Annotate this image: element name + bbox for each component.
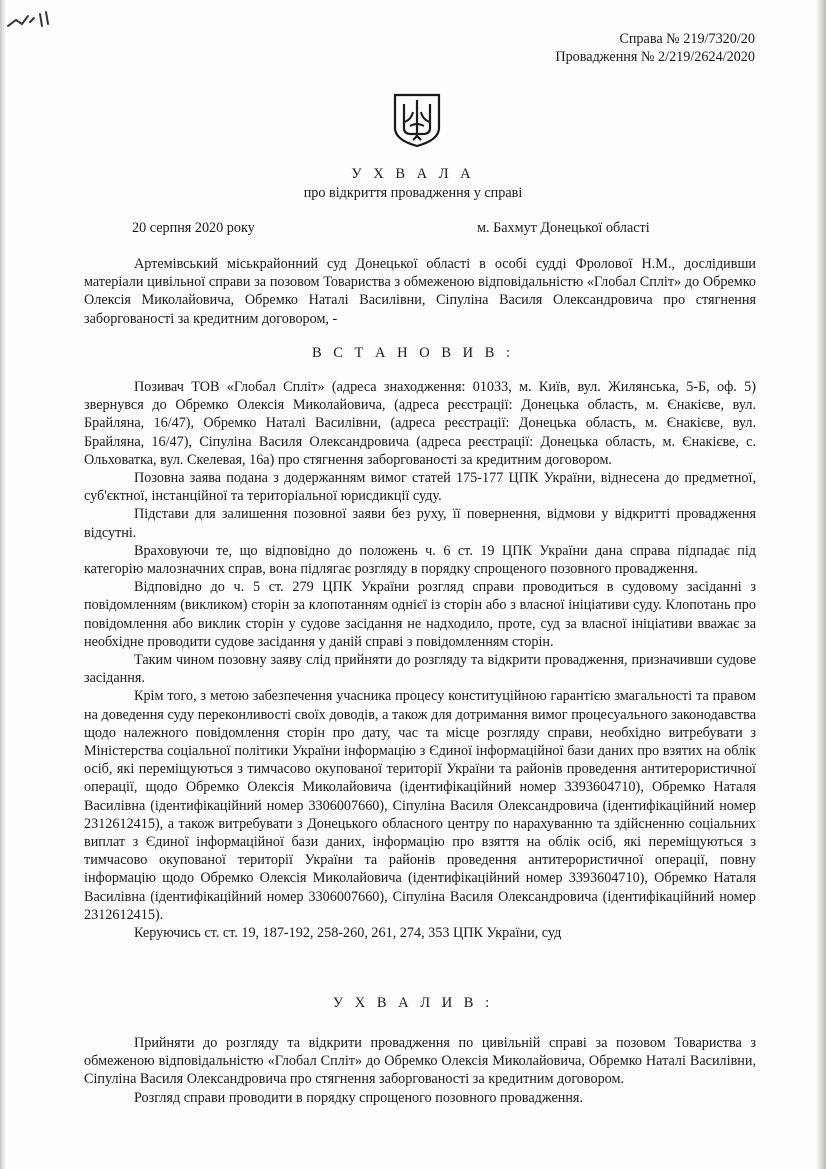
established-paragraph-3: Підстави для залишення позовної заяви без руху, її повернення, відмови у відкритті провадження відсутні. bbox=[84, 506, 756, 541]
document-place: м. Бахмут Донецької області bbox=[477, 220, 650, 236]
established-paragraph-1: Позивач ТОВ «Глобал Спліт» (адреса знаходження: 01033, м. Київ, вул. Жилянська, 5-Б, оф. 5) звернувся до Обремко Олексія Миколайовича, (адреса реєстрації: Донецька область, м. Єнакієве, вул. Брайляна, 16/47), Обремко Наталі Василівни, (адреса реєстрації: Донецька область, м. Єнакієве, вул. Брайляна, 16/47), Сіпуліна Василя Олександровича (адреса реєстрації: Донецька область, м. Єнакієве, с. Ольховатка, вул. Скелевая, 16а) про стягнення заборгованості за кредитним договором. bbox=[84, 379, 756, 468]
ruled-heading: У Х В А Л И В : bbox=[332, 995, 494, 1011]
established-paragraph-2: Позовна заява подана з додержанням вимог статей 175-177 ЦПК України, віднесена до предметної, суб'єктної, інстанційної та територіальної юрисдикції суду. bbox=[84, 470, 756, 505]
ruled-section bbox=[84, 1034, 756, 1107]
case-number: Справа № 219/7320/20 bbox=[619, 31, 755, 47]
document-subtitle: про відкриття провадження у справі bbox=[303, 185, 523, 201]
ruled-paragraph-2: Розгляд справи проводити в порядку спрощеного позовного провадження. bbox=[134, 1089, 584, 1106]
established-heading: В С Т А Н О В И В : bbox=[311, 345, 515, 361]
established-paragraph-5: Відповідно до ч. 5 ст. 279 ЦПК України розгляд справи проводиться в судовому засіданні з повідомленням (викликом) сторін за клопотанням однієї із сторін або з власної ініціативи суду. Клопотань про повідомлення або виклик сторін у судове засідання не надходило, проте, суд за власної ініціативи вважає за необхідне проводити судове засідання у даній справі з повідомленням сторін. bbox=[84, 579, 756, 650]
handwritten-mark-icon bbox=[4, 6, 60, 36]
proceeding-number: Провадження № 2/219/2624/2020 bbox=[555, 49, 755, 65]
ruled-paragraph-1: Прийняти до розгляду та відкрити провадження по цивільній справі за позовом Товариства з обмеженою відповідальністю «Глобал Спліт» до Обремко Олексія Миколайовича, Обремко Наталі Василівни, Сіпуліна Василя Олександровича про стягнення заборгованості за кредитним договором. bbox=[84, 1035, 756, 1088]
intro-section bbox=[84, 255, 756, 328]
established-paragraph-7: Крім того, з метою забезпечення учасника процесу конституційною гарантією змагальності та правом на доведення суду переконливості своїх доводів, а також для дотримання вимог процесуального законодавства щодо належного повідомлення сторін про дату, час та місце розгляду справи, необхідно витребувати з Міністерства соціальної політики України інформацію з Єдиної інформаційної бази даних про взятих на облік осіб, які переміщуються з тимчасово окупованої території України та районів проведення антитерористичної операції, щодо Обремко Олексія Миколайовича (ідентифікаційний номер 3393604710), Обремко Наталя Василівна (ідентифікаційний номер 3306007660), Сіпуліна Василя Олександровича (ідентифікаційний номер 2312612415), а також витребувати з Донецького обласного центру по нарахуванню та здійсненню соціальних виплат з Єдиної інформаційної бази даних, інформацію про взяття на облік осіб, які переміщуються з тимчасово окупованої території України та районів проведення антитерористичної операції, повну інформацію щодо Обремко Олексія Миколайовича (ідентифікаційний номер 3393604710), Обремко Наталя Василівна (ідентифікаційний номер 3306007660), Сіпуліна Василя Олександровича (ідентифікаційний номер 2312612415). bbox=[84, 688, 756, 923]
established-paragraph-6: Таким чином позовну заяву слід прийняти до розгляду та відкрити провадження, призначивши судове засідання. bbox=[84, 652, 756, 687]
intro-paragraph: Артемівський міськрайонний суд Донецької області в особі судді Фролової Н.М., дослідивши матеріали цивільної справи за позовом Товариства з обмеженою відповідальністю «Глобал Спліт» до Обремко Олексія Миколайовича, Обремко Наталі Василівни, Сіпуліна Василя Олександровича про стягнення заборгованості за кредитним договором, - bbox=[84, 256, 756, 327]
document-date: 20 серпня 2020 року bbox=[132, 220, 255, 236]
document-title: У Х В А Л А bbox=[351, 166, 475, 182]
case-reference bbox=[555, 30, 755, 66]
coat-of-arms-icon bbox=[391, 92, 443, 148]
established-section bbox=[84, 378, 756, 942]
established-paragraph-8: Керуючись ст. ст. 19, 187-192, 258-260, 261, 274, 353 ЦПК України, суд bbox=[134, 925, 562, 942]
established-paragraph-4: Враховуючи те, що відповідно до положень ч. 6 ст. 19 ЦПК України дана справа підпадає під категорію малозначних справ, вона підлягає розгляду в порядку спрощеного позовного провадження. bbox=[84, 542, 756, 578]
